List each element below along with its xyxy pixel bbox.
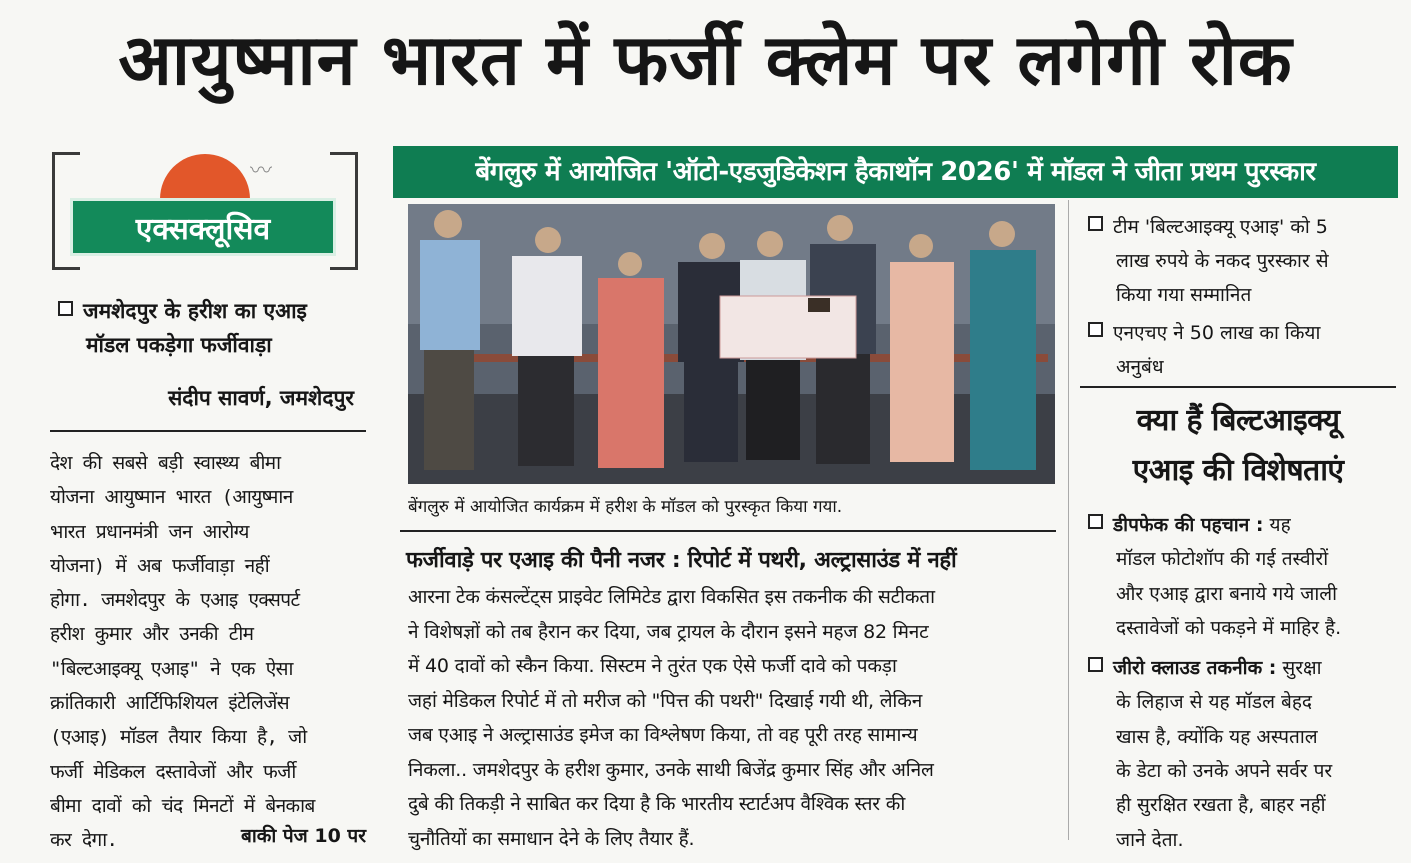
body-line: आरना टेक कंसल्टेंट्स प्राइवेट लिमिटेड द्वारा विकसित इस तकनीक की सटीकता: [408, 586, 935, 608]
body-line: चुनौतियों का समाधान देने के लिए तैयार हैं.: [408, 827, 695, 850]
body-line: निकला.. जमशेदपुर के हरीश कुमार, उनके साथी बिजेंद्र कुमार सिंह और अनिल: [408, 758, 934, 781]
body-line: जब एआइ ने अल्ट्रासाउंड इमेज का विश्लेषण किया, तो वह पूरी तरह सामान्य: [408, 724, 918, 746]
body-line: देश की सबसे बड़ी स्वास्थ्य बीमा: [50, 452, 281, 474]
body-line: बीमा दावों को चंद मिनटों में बेनकाब: [50, 794, 315, 817]
feature-item: जीरो क्लाउड तकनीक : सुरक्षा के लिहाज से यह मॉडल बेहद खास है, क्योंकि यह अस्पताल के डेटा को उनके अपने सर्वर पर ही सुरक्षित रखता है, बाहर नहीं जाने देता.: [1088, 651, 1388, 857]
checkbox-square-icon: [1088, 216, 1103, 231]
exclusive-badge: [52, 152, 358, 276]
left-article-body: [50, 446, 366, 858]
body-line: "बिल्टआइक्यू एआइ" ने एक ऐसा: [50, 657, 293, 680]
bullet-item: एनएचए ने 50 लाख का किया अनुबंध: [1088, 316, 1388, 384]
middle-headline: फर्जीवाड़े पर एआइ की पैनी नजर : रिपोर्ट में पथरी, अल्ट्रासाउंड में नहीं: [406, 548, 957, 573]
body-line: जहां मेडिकल रिपोर्ट में तो मरीज को "पित्त की पथरी" दिखाई गयी थी, लेकिन: [408, 689, 923, 712]
award-banner: बेंगलुरु में आयोजित 'ऑटो-एडजुडिकेशन हैकाथॉन 2026' में मॉडल ने जीता प्रथम पुरस्कार: [393, 146, 1398, 198]
highlight-bullets: [1088, 210, 1388, 388]
body-line: दुबे की तिकड़ी ने साबित कर दिया है कि भारतीय स्टार्टअप वैश्विक स्तर की: [408, 793, 906, 815]
photo-caption: बेंगलुरु में आयोजित कार्यक्रम में हरीश के मॉडल को पुरस्कृत किया गया.: [408, 497, 843, 517]
column-rule: [1068, 200, 1069, 840]
body-line: ने विशेषज्ञों को तब हैरान कर दिया, जब ट्रायल के दौरान इसने महज 82 मिनट: [408, 620, 929, 643]
bullet-item: टीम 'बिल्टआइक्यू एआइ' को 5 लाख रुपये के नकद पुरस्कार से किया गया सम्मानित: [1088, 210, 1388, 312]
body-line: योजना आयुष्मान भारत (आयुष्मान: [50, 486, 293, 509]
checkbox-square-icon: [58, 301, 73, 316]
continued-note: बाकी पेज 10 पर: [235, 819, 366, 853]
exclusive-label: एक्सक्लूसिव: [70, 198, 336, 256]
award-photo: [408, 204, 1055, 484]
features-heading: क्या हैं बिल्टआइक्यू एआइ की विशेषताएं: [1132, 403, 1344, 488]
byline: संदीप सावर्ण, जमशेदपुर: [168, 386, 354, 410]
body-line: फर्जी मेडिकल दस्तावेजों और फर्जी: [50, 760, 296, 783]
body-line: हरीश कुमार और उनकी टीम: [50, 623, 254, 646]
body-line: क्रांतिकारी आर्टिफिशियल इंटेलिजेंस: [50, 692, 290, 715]
body-line: कर देगा.: [50, 829, 118, 852]
checkbox-square-icon: [1088, 322, 1103, 337]
middle-article-body: [408, 580, 1048, 856]
body-line: भारत प्रधानमंत्री जन आरोग्य: [50, 520, 249, 543]
bird-icon: 〰: [250, 159, 273, 184]
body-line: में 40 दावों को स्कैन किया. सिस्टम ने तुरंत एक ऐसे फर्जी दावे को पकड़ा: [408, 655, 897, 677]
features-list: [1088, 508, 1388, 863]
checkbox-square-icon: [1088, 514, 1103, 529]
feature-item: डीपफेक की पहचान : यह मॉडल फोटोशॉप की गई तस्वीरों और एआइ द्वारा बनाये गये जाली दस्तावेजों को पकड़ने में माहिर है.: [1088, 508, 1388, 645]
body-line: योजना) में अब फर्जीवाड़ा नहीं: [50, 554, 270, 577]
divider: [400, 530, 1056, 532]
body-line: होगा. जमशेदपुर के एआइ एक्सपर्ट: [50, 589, 300, 612]
body-line: (एआइ) मॉडल तैयार किया है, जो: [50, 726, 307, 749]
checkbox-square-icon: [1088, 657, 1103, 672]
page-headline: आयुष्मान भारत में फर्जी क्लेम पर लगेगी रोक: [118, 19, 1293, 101]
divider: [50, 430, 366, 432]
divider: [1080, 386, 1396, 388]
left-subheadline: जमशेदपुर के हरीश का एआइ मॉडल पकड़ेगा फर्जीवाड़ा: [58, 294, 358, 362]
